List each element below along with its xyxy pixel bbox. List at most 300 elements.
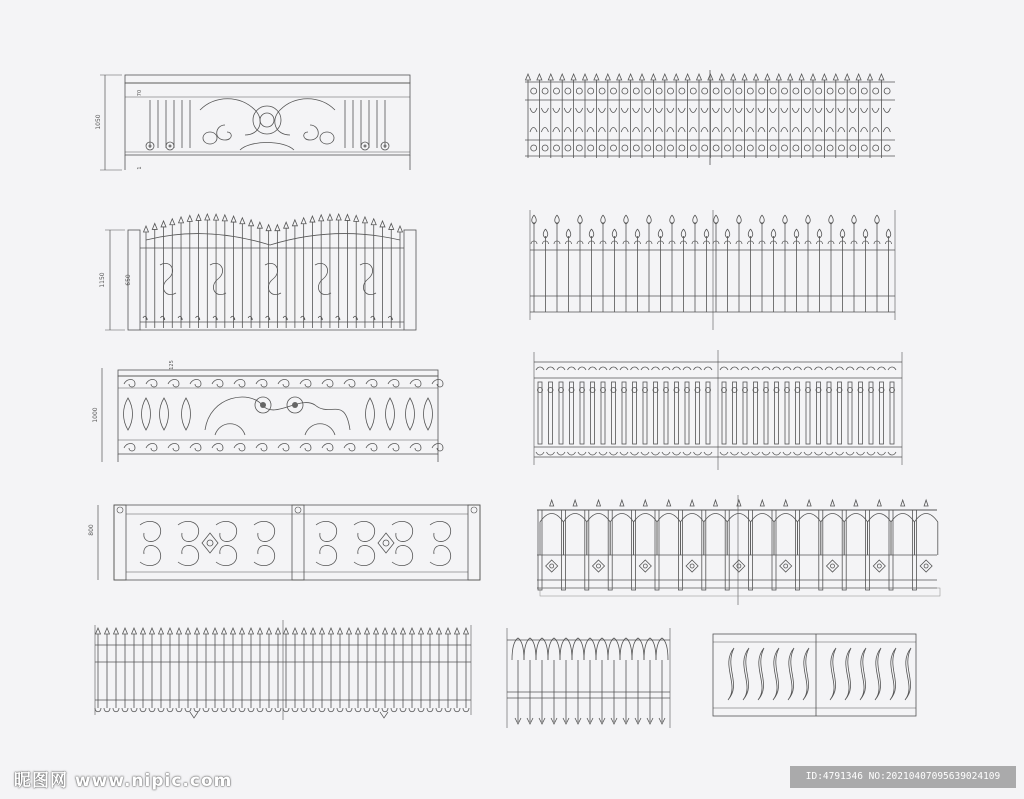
drawing-stroke <box>754 74 759 80</box>
drawing-stroke <box>365 628 370 634</box>
drawing-stroke <box>633 88 639 94</box>
drawing-stroke <box>825 452 833 455</box>
drawing-stroke <box>890 648 896 700</box>
drawing-stroke <box>234 444 245 452</box>
drawing-stroke <box>683 452 691 455</box>
drawing-stroke <box>541 108 548 132</box>
panel-picket-fence-long <box>95 620 471 720</box>
drawing-stroke <box>656 638 668 660</box>
drawing-stroke <box>620 638 632 660</box>
drawing-stroke <box>410 444 421 452</box>
drawing-stroke <box>216 521 237 541</box>
drawing-stroke <box>797 514 820 556</box>
drawing-stroke <box>256 380 267 388</box>
drawing-stroke <box>537 74 542 80</box>
drawing-stroke <box>222 628 227 634</box>
drawing-stroke <box>583 74 588 80</box>
drawing-stroke <box>176 708 182 712</box>
drawing-stroke <box>821 514 844 556</box>
drawing-stroke <box>850 145 856 151</box>
drawing-stroke <box>587 108 594 132</box>
drawing-stroke <box>104 708 110 712</box>
drawing-stroke <box>254 521 275 541</box>
drawing-stroke <box>652 452 660 455</box>
drawing-stroke <box>610 514 633 556</box>
drawing-stroke <box>657 514 680 556</box>
drawing-stroke <box>806 382 810 444</box>
drawing-stroke <box>275 708 281 712</box>
drawing-stroke <box>804 452 812 455</box>
panel-gothic-arch-fence <box>507 628 670 728</box>
drawing-stroke <box>240 218 245 224</box>
drawing-stroke <box>826 108 833 132</box>
drawing-stroke <box>432 380 443 388</box>
drawing-stroke <box>168 628 173 634</box>
drawing-stroke <box>725 145 731 151</box>
drawing-stroke <box>846 452 854 455</box>
drawing-stroke <box>794 367 802 370</box>
drawing-stroke <box>804 108 811 132</box>
drawing-stroke <box>168 444 179 452</box>
drawing-stroke <box>873 560 885 572</box>
drawing-stroke <box>690 564 694 568</box>
drawing-stroke <box>794 452 802 455</box>
drawing-stroke <box>817 382 821 444</box>
drawing-stroke <box>382 708 388 712</box>
dim-label-800: 800 <box>88 524 95 536</box>
drawing-stroke <box>664 382 668 444</box>
drawing-stroke <box>580 382 584 444</box>
drawing-stroke <box>704 514 727 556</box>
drawing-stroke <box>547 452 555 455</box>
drawing-stroke <box>531 145 537 151</box>
drawing-stroke <box>216 545 237 565</box>
drawing-stroke <box>845 74 850 80</box>
drawing-stroke <box>788 74 793 80</box>
drawing-stroke <box>380 221 385 227</box>
drawing-stroke <box>560 638 572 660</box>
drawing-stroke <box>747 88 753 94</box>
drawing-stroke <box>596 638 608 660</box>
drawing-stroke <box>205 214 210 220</box>
drawing-stroke <box>565 145 571 151</box>
drawing-stroke <box>737 564 741 568</box>
drawing-stroke <box>769 108 776 132</box>
drawing-stroke <box>599 88 605 94</box>
drawing-stroke <box>392 628 397 634</box>
drawing-stroke <box>803 648 809 700</box>
drawing-stroke <box>319 708 325 712</box>
drawing-stroke <box>564 108 571 132</box>
drawing-stroke <box>854 500 858 506</box>
drawing-stroke <box>697 74 702 80</box>
drawing-stroke <box>231 316 235 319</box>
drawing-stroke <box>633 145 639 151</box>
drawing-stroke <box>140 708 146 712</box>
drawing-stroke <box>674 74 679 80</box>
drawing-stroke <box>622 382 626 444</box>
drawing-stroke <box>782 88 788 94</box>
panel-arched-colonnade-fence <box>537 495 940 605</box>
drawing-stroke <box>362 217 367 223</box>
drawing-stroke <box>202 533 218 553</box>
drawing-stroke <box>690 108 697 132</box>
panel-scroll-railing-double-frame <box>88 505 480 580</box>
drawing-stroke <box>418 708 424 712</box>
drawing-stroke <box>526 74 531 80</box>
drawing-stroke <box>322 444 333 452</box>
drawing-stroke <box>633 108 640 132</box>
drawing-stroke <box>553 108 560 132</box>
drawing-stroke <box>827 145 833 151</box>
drawing-stroke <box>392 545 413 565</box>
drawing-stroke <box>856 74 861 80</box>
drawing-stroke <box>293 628 298 634</box>
drawing-stroke <box>632 638 644 660</box>
drawing-stroke <box>258 628 263 634</box>
drawing-stroke <box>675 382 679 444</box>
drawing-stroke <box>230 708 236 712</box>
drawing-stroke <box>389 223 394 229</box>
drawing-stroke <box>611 145 617 151</box>
drawing-stroke <box>410 628 415 634</box>
drawing-stroke <box>248 316 252 319</box>
drawing-stroke <box>318 316 322 319</box>
drawing-stroke <box>720 452 728 455</box>
dim-label-1: 1 <box>137 166 143 170</box>
drawing-stroke <box>203 708 209 712</box>
drawing-stroke <box>388 316 392 319</box>
drawing-stroke <box>884 145 890 151</box>
panel-spear-fence-repeating-top-left <box>525 70 895 165</box>
drawing-stroke <box>827 560 839 572</box>
drawing-stroke <box>540 514 563 556</box>
drawing-stroke <box>276 628 281 634</box>
drawing-stroke <box>190 444 201 452</box>
drawing-stroke <box>597 564 601 568</box>
drawing-stroke <box>713 88 719 94</box>
drawing-stroke <box>679 88 685 94</box>
drawing-stroke <box>815 108 822 132</box>
drawing-stroke <box>576 88 582 94</box>
drawing-stroke <box>356 628 361 634</box>
drawing-stroke <box>724 108 731 132</box>
drawing-stroke <box>568 367 576 370</box>
drawing-stroke <box>364 708 370 712</box>
drawing-stroke <box>759 88 765 94</box>
drawing-stroke <box>617 74 622 80</box>
drawing-stroke <box>645 145 651 151</box>
drawing-stroke <box>868 514 891 556</box>
drawing-stroke <box>662 74 667 80</box>
drawing-stroke <box>639 560 651 572</box>
drawing-stroke <box>310 216 315 222</box>
drawing-stroke <box>410 380 421 388</box>
drawing-stroke <box>704 452 712 455</box>
drawing-stroke <box>338 628 343 634</box>
drawing-stroke <box>547 367 555 370</box>
drawing-stroke <box>644 638 656 660</box>
drawing-stroke <box>231 628 236 634</box>
drawing-stroke <box>883 108 890 132</box>
drawing-stroke <box>833 74 838 80</box>
drawing-stroke <box>799 74 804 80</box>
drawing-stroke <box>354 545 375 565</box>
drawing-stroke <box>867 367 875 370</box>
drawing-stroke <box>554 145 560 151</box>
drawing-stroke <box>831 564 835 568</box>
drawing-stroke <box>536 452 544 455</box>
drawing-stroke <box>804 145 810 151</box>
drawing-stroke <box>234 380 245 388</box>
drawing-stroke <box>240 628 245 634</box>
drawing-stroke <box>775 382 779 444</box>
drawing-stroke <box>683 367 691 370</box>
drawing-stroke <box>643 564 647 568</box>
drawing-stroke <box>728 648 734 700</box>
drawing-stroke <box>631 367 639 370</box>
drawing-stroke <box>559 382 563 444</box>
drawing-stroke <box>645 88 651 94</box>
drawing-stroke <box>793 145 799 151</box>
drawing-stroke <box>536 638 548 660</box>
drawing-stroke <box>792 108 799 132</box>
drawing-stroke <box>204 628 209 634</box>
drawing-stroke <box>542 145 548 151</box>
drawing-stroke <box>572 638 584 660</box>
drawing-stroke <box>347 628 352 634</box>
drawing-stroke <box>804 88 810 94</box>
drawing-stroke <box>747 145 753 151</box>
drawing-stroke <box>783 452 791 455</box>
drawing-stroke <box>146 444 157 452</box>
drawing-stroke <box>737 500 741 506</box>
drawing-stroke <box>283 316 287 319</box>
drawing-stroke <box>781 108 788 132</box>
drawing-stroke <box>354 215 359 221</box>
drawing-stroke <box>588 145 594 151</box>
drawing-stroke <box>557 367 565 370</box>
drawing-stroke <box>179 217 184 223</box>
drawing-stroke <box>839 88 845 94</box>
drawing-stroke <box>861 145 867 151</box>
drawing-stroke <box>877 500 881 506</box>
drawing-stroke <box>872 108 879 132</box>
drawing-stroke <box>679 145 685 151</box>
drawing-stroke <box>701 108 708 132</box>
drawing-stroke <box>152 223 157 229</box>
drawing-stroke <box>758 648 764 700</box>
drawing-stroke <box>784 564 788 568</box>
drawing-stroke <box>301 218 306 224</box>
drawing-stroke <box>788 648 794 700</box>
drawing-stroke <box>388 444 399 452</box>
drawing-stroke <box>827 382 831 444</box>
drawing-stroke <box>105 628 110 634</box>
drawing-stroke <box>760 500 764 506</box>
drawing-stroke <box>827 88 833 94</box>
drawing-stroke <box>656 88 662 94</box>
drawing-stroke <box>591 382 595 444</box>
drawing-stroke <box>741 367 749 370</box>
drawing-stroke <box>576 145 582 151</box>
drawing-stroke <box>667 108 674 132</box>
drawing-stroke <box>857 367 865 370</box>
drawing-stroke <box>548 74 553 80</box>
drawing-stroke <box>329 628 334 634</box>
drawing-stroke <box>770 145 776 151</box>
drawing-stroke <box>704 367 712 370</box>
drawing-stroke <box>662 452 670 455</box>
drawing-stroke <box>690 500 694 506</box>
drawing-stroke <box>875 648 881 700</box>
drawing-stroke <box>878 452 886 455</box>
drawing-stroke <box>622 88 628 94</box>
drawing-stroke <box>686 560 698 572</box>
drawing-stroke <box>712 108 719 132</box>
drawing-stroke <box>257 222 262 228</box>
drawing-stroke <box>344 444 355 452</box>
drawing-stroke <box>445 708 451 712</box>
drawing-stroke <box>860 648 866 700</box>
drawing-stroke <box>593 560 605 572</box>
drawing-stroke <box>773 648 779 700</box>
drawing-stroke <box>888 367 896 370</box>
drawing-stroke <box>752 367 760 370</box>
drawing-stroke <box>764 382 768 444</box>
drawing-stroke <box>736 88 742 94</box>
drawing-stroke <box>731 367 739 370</box>
drawing-stroke <box>213 628 218 634</box>
drawing-stroke <box>759 145 765 151</box>
dim-label-70: 70 <box>137 89 143 97</box>
drawing-stroke <box>702 145 708 151</box>
drawing-stroke <box>542 88 548 94</box>
drawing-stroke <box>124 444 135 452</box>
drawing-stroke <box>446 628 451 634</box>
drawing-stroke <box>248 708 254 712</box>
drawing-stroke <box>311 628 316 634</box>
drawing-stroke <box>641 367 649 370</box>
dim-label-1150: 1150 <box>99 272 106 288</box>
drawing-stroke <box>383 540 389 546</box>
drawing-stroke <box>621 108 628 132</box>
drawing-stroke <box>706 382 710 444</box>
drawing-stroke <box>736 145 742 151</box>
drawing-stroke <box>320 628 325 634</box>
drawing-stroke <box>620 367 628 370</box>
drawing-stroke <box>762 367 770 370</box>
drawing-stroke <box>571 74 576 80</box>
drawing-stroke <box>254 545 275 565</box>
drawing-stroke <box>383 628 388 634</box>
drawing-stroke <box>301 316 305 319</box>
drawing-stroke <box>804 367 812 370</box>
drawing-stroke <box>378 533 394 553</box>
drawing-stroke <box>783 367 791 370</box>
drawing-stroke <box>628 74 633 80</box>
drawing-stroke <box>719 74 724 80</box>
drawing-stroke <box>836 452 844 455</box>
drawing-stroke <box>796 382 800 444</box>
drawing-stroke <box>822 74 827 80</box>
drawing-stroke <box>594 74 599 80</box>
drawing-stroke <box>302 628 307 634</box>
drawing-stroke <box>409 708 415 712</box>
drawing-stroke <box>668 145 674 151</box>
drawing-stroke <box>678 108 685 132</box>
drawing-stroke <box>598 108 605 132</box>
drawing-stroke <box>905 648 911 700</box>
drawing-stroke <box>546 560 558 572</box>
drawing-stroke <box>239 708 245 712</box>
drawing-stroke <box>773 452 781 455</box>
drawing-stroke <box>196 214 201 220</box>
drawing-stroke <box>371 316 375 319</box>
drawing-stroke <box>599 145 605 151</box>
drawing-stroke <box>455 628 460 634</box>
dim-label-650: 650 <box>125 274 132 286</box>
drawing-stroke <box>811 74 816 80</box>
drawing-stroke <box>633 382 637 444</box>
drawing-stroke <box>861 108 868 132</box>
drawing-stroke <box>845 648 851 700</box>
drawing-stroke <box>920 560 932 572</box>
drawing-stroke <box>398 226 403 232</box>
drawing-stroke <box>266 708 272 712</box>
drawing-stroke <box>554 88 560 94</box>
drawing-stroke <box>392 521 413 541</box>
drawing-stroke <box>608 638 620 660</box>
drawing-stroke <box>685 382 689 444</box>
drawing-stroke <box>652 367 660 370</box>
drawing-stroke <box>776 74 781 80</box>
drawing-stroke <box>877 564 881 568</box>
drawing-stroke <box>807 500 811 506</box>
drawing-stroke <box>702 88 708 94</box>
drawing-stroke <box>430 521 451 541</box>
drawing-stroke <box>673 452 681 455</box>
drawing-stroke <box>144 226 149 232</box>
drawing-stroke <box>655 108 662 132</box>
drawing-stroke <box>278 380 289 388</box>
drawing-stroke <box>131 708 137 712</box>
drawing-stroke <box>530 108 537 132</box>
drawing-stroke <box>177 628 182 634</box>
drawing-stroke <box>95 708 101 712</box>
drawing-stroke <box>754 382 758 444</box>
drawing-stroke <box>868 74 873 80</box>
drawing-stroke <box>589 452 597 455</box>
drawing-stroke <box>651 74 656 80</box>
drawing-stroke <box>879 74 884 80</box>
drawing-stroke <box>708 74 713 80</box>
drawing-stroke <box>212 444 223 452</box>
drawing-stroke <box>620 500 624 506</box>
drawing-stroke <box>428 628 433 634</box>
drawing-stroke <box>578 367 586 370</box>
drawing-stroke <box>550 564 554 568</box>
drawing-stroke <box>186 628 191 634</box>
drawing-stroke <box>743 382 747 444</box>
drawing-stroke <box>213 316 217 319</box>
drawing-stroke <box>336 214 341 220</box>
drawing-stroke <box>924 564 928 568</box>
drawing-stroke <box>861 88 867 94</box>
drawing-stroke <box>620 452 628 455</box>
drawing-stroke <box>727 514 750 556</box>
drawing-stroke <box>214 214 219 220</box>
